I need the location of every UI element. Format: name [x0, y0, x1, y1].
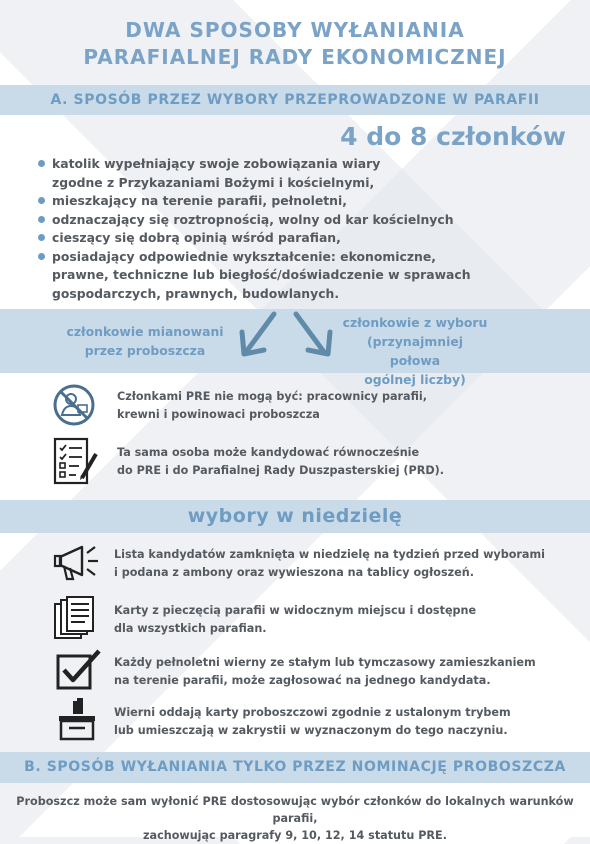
note-2-line-1: Ta sama osoba może kandydować równocześnie: [117, 446, 420, 459]
step-3-line-1: Każdy pełnoletni wierny ze stałym lub tymczasowy zamieszkaniem: [114, 656, 536, 669]
step-1-line-2: i podana z ambony oraz wywieszona na tablicy ogłoszeń.: [114, 566, 474, 579]
bullet-dot-icon: [38, 160, 45, 167]
section-b-line-1: Proboszcz może sam wyłonić PRE dostosowując wybór członków do lokalnych warunków parafii,: [16, 795, 574, 825]
title-line-2: PARAFIALNEJ RADY EKONOMICZNEJ: [83, 45, 507, 69]
step-4-line-2: lub umieszczają w zakrystii w wyznaczonym do tego naczyniu.: [114, 724, 508, 737]
section-b-line-2: zachowując paragrafy 9, 10, 12, 14 statutu PRE.: [143, 829, 447, 842]
criterion-line: gospodarczych, prawnych, budowlanych.: [52, 285, 340, 301]
appointed-members: [60, 322, 230, 360]
step-3-line-2: na terenie parafii, może zagłosować na jednego kandydata.: [114, 674, 491, 687]
elected-line-1: członkowie z wyboru: [342, 315, 488, 330]
no-staff-icon: [52, 383, 96, 427]
arrow-down-left-icon: [236, 310, 282, 360]
step-2-line-2: dla wszystkich parafian.: [114, 622, 267, 635]
ballot-papers-icon: [52, 596, 98, 642]
criterion-item: [38, 229, 558, 248]
step-ballot-cards: [114, 602, 476, 638]
note-1-line-2: krewni i powinowaci proboszcza: [117, 408, 320, 421]
ballot-box-icon: [55, 698, 99, 742]
elected-line-2: (przynajmniej połowa: [367, 334, 463, 368]
step-2-line-1: Karty z pieczęcią parafii w widocznym miejscu i dostępne: [114, 604, 477, 617]
note-no-staff: [117, 388, 427, 424]
title-line-1: DWA SPOSOBY WYŁANIANIA: [125, 18, 465, 42]
criterion-line: posiadający odpowiednie wykształcenie: ekonomiczne,: [52, 248, 436, 264]
sunday-heading: wybory w niedzielę: [187, 505, 403, 527]
note-1-line-1: Członkami PRE nie mogą być: pracownicy parafii,: [117, 390, 427, 403]
section-b-heading: B. SPOSÓB WYŁANIANIA TYLKO PRZEZ NOMINACJĘ PROBOSZCZA: [24, 759, 566, 775]
criterion-item: [38, 155, 558, 192]
criterion-line: odznaczający się roztropnością, wolny od kar kościelnych: [52, 211, 454, 227]
bullet-dot-icon: [38, 234, 45, 241]
section-a-heading: A. SPOSÓB PRZEZ WYBORY PRZEPROWADZONE W PARAFII: [50, 92, 540, 108]
checklist-icon: [52, 436, 100, 486]
bullet-dot-icon: [38, 253, 45, 260]
criterion-item: [38, 248, 558, 304]
elected-members: [340, 313, 490, 389]
criterion-item: [38, 192, 558, 211]
criterion-line: cieszący się dobrą opinią wśród parafian,: [52, 230, 341, 245]
note-2-line-2: do PRE i do Parafialnej Rady Duszpasterskiej (PRD).: [117, 464, 445, 477]
criterion-line: katolik wypełniający swoje zobowiązania wiary: [52, 156, 381, 171]
megaphone-icon: [52, 541, 102, 585]
criterion-item: [38, 211, 558, 230]
members-count: 4 do 8 członków: [340, 122, 566, 151]
section-b-text: [0, 793, 590, 844]
bullet-dot-icon: [38, 197, 45, 204]
criteria-list: [38, 155, 558, 303]
step-ballot-submission: [114, 704, 511, 740]
note-dual-candidacy: [117, 444, 444, 480]
criterion-line: zgodne z Przykazaniami Bożymi i kościelnymi,: [52, 174, 375, 190]
step-eligible-voters: [114, 654, 536, 690]
elected-line-3: ogólnej liczby): [364, 372, 466, 387]
step-4-line-1: Wierni oddają karty proboszczowi zgodnie z ustalonym trybem: [114, 706, 511, 719]
arrow-down-right-icon: [290, 310, 336, 360]
appointed-line-2: przez proboszcza: [84, 343, 206, 358]
checkbox-icon: [55, 648, 103, 692]
step-1-line-1: Lista kandydatów zamknięta w niedzielę na tydzień przed wyborami: [114, 548, 545, 561]
bullet-dot-icon: [38, 216, 45, 223]
appointed-line-1: członkowie mianowani: [66, 324, 224, 339]
criterion-line: mieszkający na terenie parafii, pełnoletni,: [52, 193, 347, 208]
page-title: [0, 18, 590, 70]
step-candidate-list: [114, 546, 545, 582]
criterion-line: prawne, techniczne lub biegłość/doświadczenie w sprawach: [52, 267, 471, 282]
